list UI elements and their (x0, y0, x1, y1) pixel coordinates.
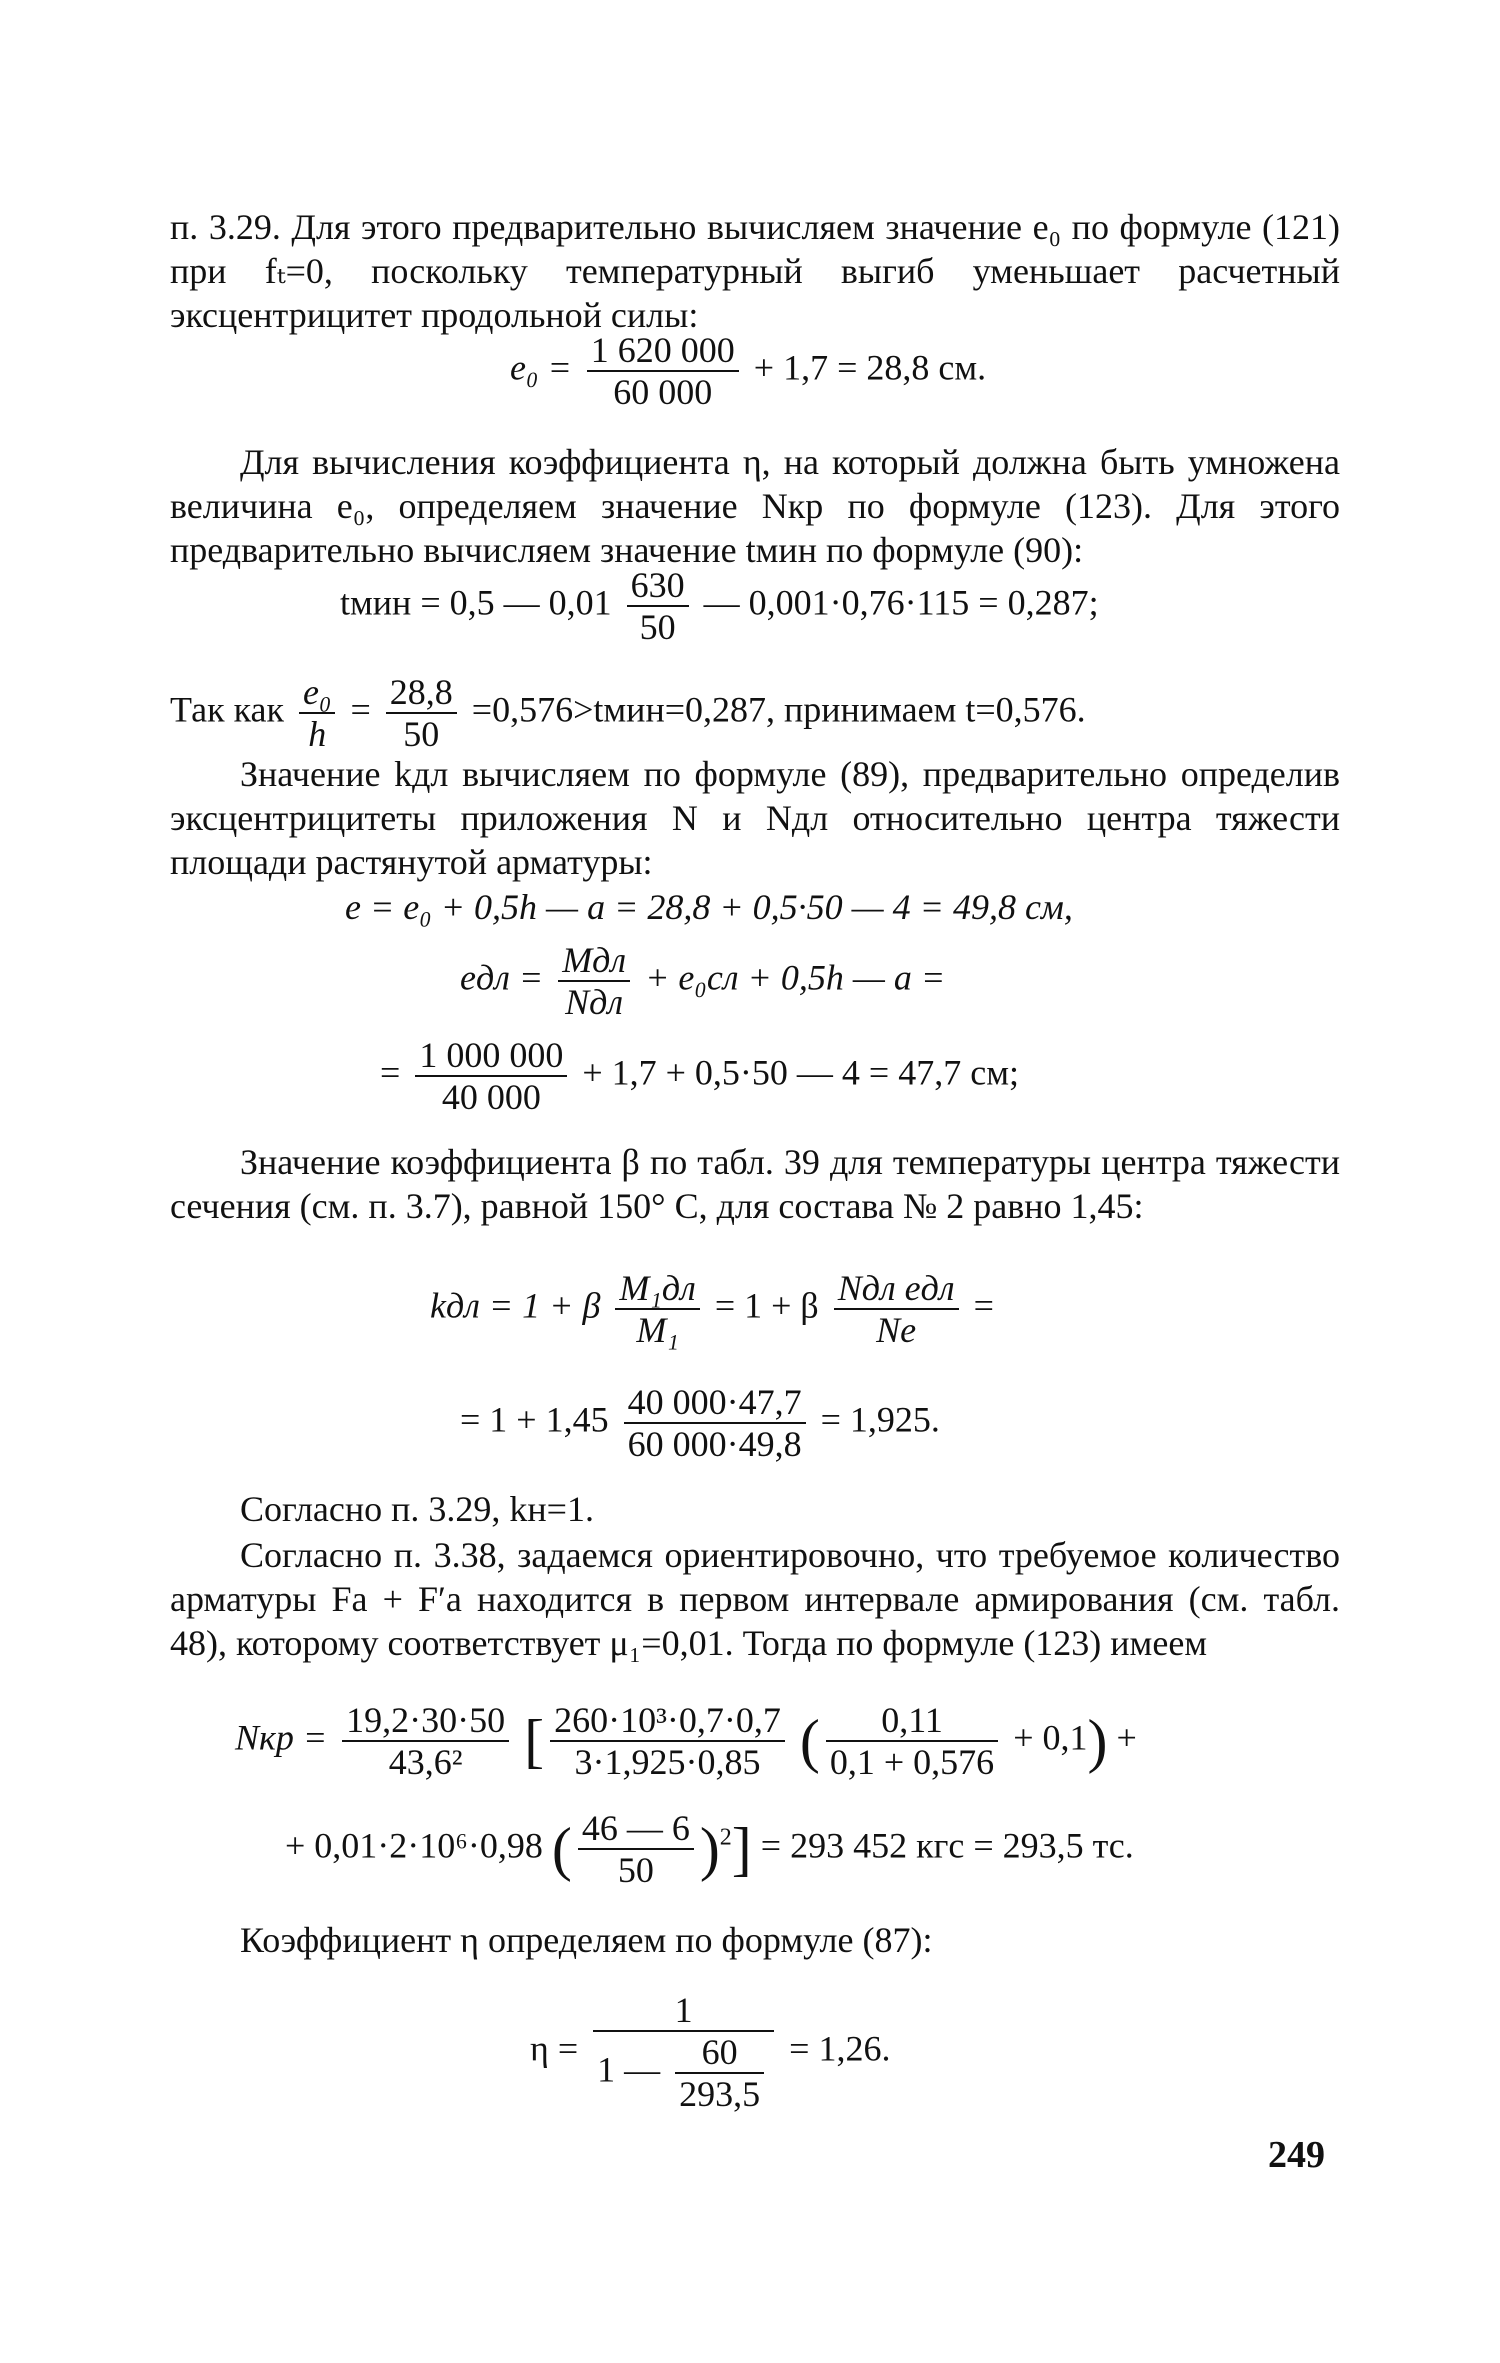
equation-nkr-1: Nкр = $\frac{19,2\cdot 30\cdot 50}{\text{43,6²}}$ [ $\frac{\text{260·10³·0,7·0,7}}{3\cdot 1,925\cdot 0,85}$ ( $\frac{0,11}{0,1 + 0,576}$ + 0,1) + (235, 1700, 1137, 1782)
equation-e: e = e₀ + 0,5h — a = 28,8 + 0,5·50 — 4 = 49,8 см, (345, 887, 1073, 927)
equation-tmin: tмин = 0,5 — 0,01 $\frac{630}{50}$ — 0,001·0,76·115 = 0,287; (340, 565, 1099, 647)
equation-edl-2: = $\frac{1 000 000}{40 000}$ + 1,7 + 0,5·50 — 4 = 47,7 см; (380, 1035, 1019, 1117)
equation-edl-1: eдл = Mдл Nдл + e₀сл + 0,5h — a = (460, 940, 946, 1022)
paragraph-kn: Согласно п. 3.29, kн=1. (240, 1489, 594, 1529)
paragraph-beta: Значение коэффициента β по табл. 39 для температуры центра тяжести сечения (см. п. 3.7), равной 150° С, для состава № 2 равно 1,45: (170, 1142, 1340, 1226)
paragraph-kdl-intro: Значение kдл вычисляем по формуле (89), предварительно определив эксцентрицитеты приложения N и Nдл относительно центра тяжести площади растянутой арматуры: (170, 754, 1340, 882)
paragraph-reinforcement: Согласно п. 3.38, задаемся ориентировочно, что требуемое количество арматуры Fа + F′а находится в первом интервале армирования (см. табл. 48), которому соответствует μ₁=0,01. Тогда по формуле (123) имеем (170, 1535, 1340, 1663)
paragraph-eta-intro: Для вычисления коэффициента η, на который должна быть умножена величина e₀, определяем значение Nкр по формуле (123). Для этого предварительно вычисляем значение tмин по формуле (90): (170, 442, 1340, 570)
paragraph-eta-formula: Коэффициент η определяем по формуле (87): (240, 1920, 933, 1960)
equation-nkr-2: + 0,01·2·10⁶·0,98 ( $\frac{46 — 6}{50}$ )$^2$] = 293 452 кгс = 293,5 тс. (285, 1808, 1134, 1890)
equation-e0: e₀ = $\frac{1 620 000}{60 000}$ + 1,7 = 28,8 см. (510, 330, 987, 412)
page-number: 249 (1268, 2134, 1325, 2176)
equation-eta: η = 1 1 — $\frac{60}{293,5}$ = 1,26. (530, 1990, 891, 2114)
equation-kdl-2: = 1 + 1,45 $\frac{40 000\cdot 47,7}{60 000\cdot 49,8}$ = 1,925. (460, 1382, 940, 1464)
equation-ratio-line: Так как $\frac{\text{e₀}}{h}$ = $\frac{28,8}{50}$ =0,576>tмин=0,287, принимаем t=0,576. (170, 672, 1086, 754)
equation-kdl-1: kдл = 1 + β M₁дл M₁ = 1 + β Nдл eдл Ne = (430, 1268, 994, 1350)
paragraph-intro: п. 3.29. Для этого предварительно вычисляем значение e₀ по формуле (121) при fₜ=0, поскольку температурный выгиб уменьшает расчетный эксцентрицитет продольной силы: (170, 207, 1340, 335)
